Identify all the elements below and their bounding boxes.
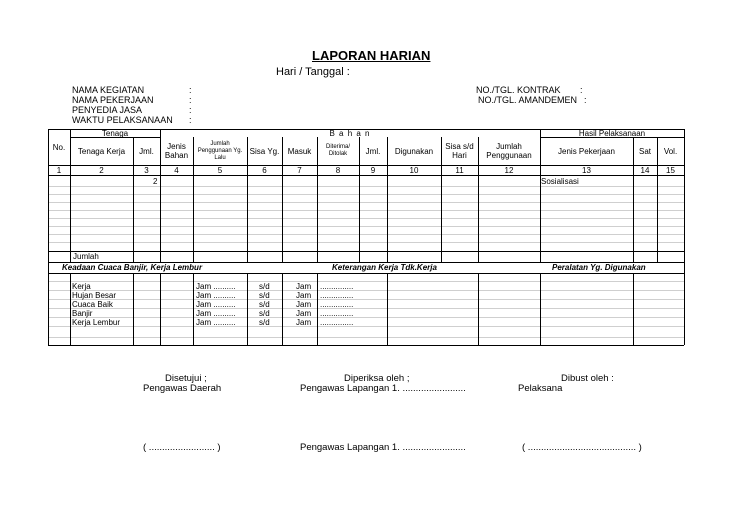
col-number: 13 [582,165,591,175]
col-number: 10 [409,165,419,175]
sig-pengawas-lapangan: Pengawas Lapangan 1. ........................ [300,383,466,394]
info-nama-kegiatan: NAMA KEGIATAN [72,85,145,95]
info-sep: : [189,95,192,105]
jam-end-label: Jam [296,318,312,327]
jam-end-label: Jam [296,309,312,318]
col-number: 8 [335,165,341,175]
row-jml-value: 2 [153,177,158,186]
condition-label: Kerja [72,282,91,291]
info-sep: : [189,115,192,125]
info-sep: : [584,95,587,105]
col-header-jenis-pekerjaan: Jenis Pekerjaan [558,146,615,156]
col-header-tenaga-kerja: Tenaga Kerja [77,146,126,156]
condition-label: Kerja Lembur [72,318,121,327]
jam-start: Jam .......... [196,300,236,309]
info-sep: : [189,85,192,95]
col-number: 11 [455,165,464,175]
col-header-no: No. [52,142,66,152]
jam-end-dots: ............... [320,291,354,300]
col-header-jml2: Jml. [365,146,381,156]
jam-end-dots: ............... [320,282,354,291]
col-number: 12 [504,165,514,175]
col-number: 9 [370,165,376,175]
keterangan-kerja-header: Keterangan Kerja Tdk.Kerja [332,263,437,272]
info-sep: : [189,105,192,115]
col-number: 3 [144,165,149,175]
row-jenis-pekerjaan-value: Sosialisasi [541,177,579,186]
condition-label: Banjir [72,309,93,318]
group-header-tenaga: Tenaga [101,128,129,138]
info-no-amandemen: NO./TGL. AMANDEMEN [478,95,578,105]
sd-label: s/d [259,291,270,300]
col-number: 1 [56,165,62,175]
col-number: 4 [174,165,179,175]
jam-start: Jam .......... [196,291,236,300]
sig-pengawas-lapangan-2: Pengawas Lapangan 1. ........................ [300,442,466,453]
col-header-sat: Sat [638,146,651,156]
jam-end-label: Jam [296,300,312,309]
jam-start: Jam .......... [196,309,236,318]
info-no-kontrak: NO./TGL. KONTRAK [476,85,561,95]
sig-bracket-left: ( ......................... ) [143,442,221,453]
col-header-jenis-bahan: Jenis Bahan [164,142,189,160]
sig-bracket-right: ( ......................................... ) [522,442,642,453]
info-penyedia-jasa: PENYEDIA JASA [72,105,143,115]
col-number: 15 [666,165,675,175]
sig-dibuat: Dibust oleh : [561,373,614,384]
sd-label: s/d [259,318,270,327]
info-nama-pekerjaan: NAMA PEKERJAAN [72,95,154,105]
jam-end-dots: ............... [320,300,354,309]
col-header-digunakan: Digunakan [394,146,434,156]
col-header-sisa-sd-hari: Sisa s/d Hari [445,142,474,160]
sig-diperiksa: Diperiksa oleh ; [344,373,410,384]
col-number: 7 [297,165,302,175]
jam-end-dots: ............... [320,318,354,327]
col-number: 5 [217,165,223,175]
col-number: 6 [262,165,267,175]
sig-pengawas-daerah: Pengawas Daerah [143,383,222,394]
jam-end-label: Jam [296,291,312,300]
jam-start: Jam .......... [196,318,236,327]
keadaan-cuaca-header: Keadaan Cuaca Banjir, Kerja Lembur [62,263,203,272]
jam-end-dots: ............... [320,309,354,318]
col-number: 14 [640,165,650,175]
report-title: LAPORAN HARIAN [312,48,431,63]
info-sep: : [580,85,583,95]
info-waktu-pelaksanaan: WAKTU PELAKSANAAN [72,115,173,125]
condition-label: Hujan Besar [72,291,117,300]
date-label: Hari / Tanggal : [276,66,350,78]
peralatan-header: Peralatan Yg. Digunakan [552,263,646,272]
col-header-jumlah-penggunaan-lalu: Jumlah Penggunaan Yg. Lalu [197,140,243,161]
col-header-jml: Jml. [139,146,154,156]
jam-start: Jam .......... [196,282,236,291]
sig-pelaksana: Pelaksana [518,383,563,394]
col-header-sisa-yg: Sisa Yg. [249,146,280,156]
condition-label: Cuaca Baik [72,300,113,309]
col-header-vol: Vol. [663,146,678,156]
col-number: 2 [99,165,104,175]
col-header-diterima-ditolak: Diterima/ Ditolak [325,144,350,157]
sd-label: s/d [259,282,270,291]
jam-end-label: Jam [296,282,312,291]
sd-label: s/d [259,309,270,318]
sig-disetujui: Disetujui ; [165,373,207,384]
col-header-jumlah-penggunaan: Jumlah Penggunaan [486,142,532,160]
col-header-masuk: Masuk [287,146,312,156]
sd-label: s/d [259,300,270,309]
group-header-bahan: B a h a n [329,128,371,138]
jumlah-label: Jumlah [73,252,99,261]
group-header-hasil: Hasil Pelaksanaan [578,128,646,138]
